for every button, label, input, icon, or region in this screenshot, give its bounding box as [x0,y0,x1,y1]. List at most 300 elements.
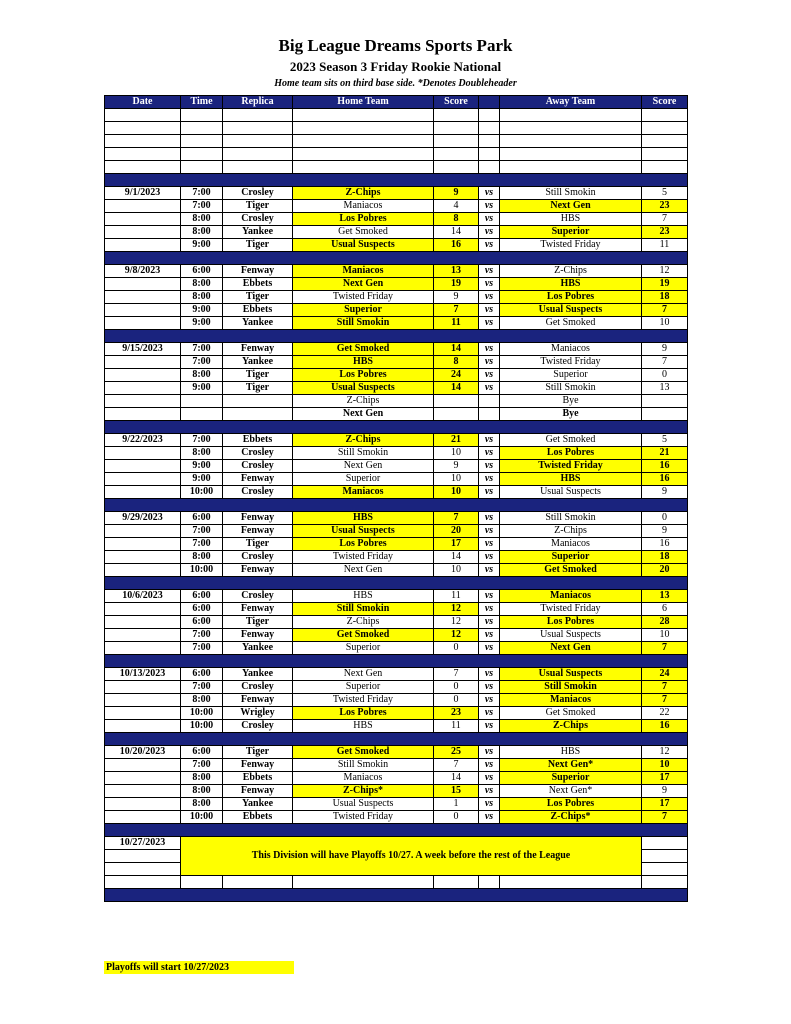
vs-label: vs [479,369,500,382]
home-score: 21 [434,434,479,447]
home-team: Superior [293,473,434,486]
away-team: Z-Chips [500,265,642,278]
home-team: Usual Suspects [293,798,434,811]
home-team [293,135,434,148]
home-score: 14 [434,551,479,564]
vs-label [479,148,500,161]
vs-label: vs [479,512,500,525]
game-date [105,356,181,369]
vs-label [479,109,500,122]
home-team: Still Smokin [293,603,434,616]
away-team: Maniacos [500,694,642,707]
game-replica: Ebbets [223,304,293,317]
home-team: Next Gen [293,408,434,421]
home-team: Z-Chips* [293,785,434,798]
away-score [642,148,688,161]
away-team: Z-Chips* [500,811,642,824]
home-team: Twisted Friday [293,694,434,707]
home-team [293,161,434,174]
game-date [105,538,181,551]
away-score: 21 [642,447,688,460]
away-team: Usual Suspects [500,668,642,681]
game-date [105,720,181,733]
game-date [105,603,181,616]
away-team: Los Pobres [500,616,642,629]
vs-label [479,122,500,135]
home-score: 16 [434,239,479,252]
home-score: 12 [434,616,479,629]
game-date: 10/20/2023 [105,746,181,759]
game-row [105,473,688,486]
vs-label: vs [479,343,500,356]
playoffs-row [105,876,688,889]
game-date: 9/1/2023 [105,187,181,200]
game-row [105,798,688,811]
home-score: 12 [434,629,479,642]
game-date [105,239,181,252]
vs-label: vs [479,486,500,499]
game-date [105,109,181,122]
away-team: Next Gen [500,200,642,213]
game-replica [223,161,293,174]
game-replica: Tiger [223,239,293,252]
game-time: 9:00 [181,239,223,252]
home-score: 14 [434,226,479,239]
game-replica [223,109,293,122]
away-score: 7 [642,681,688,694]
playoffs-date [105,876,181,889]
game-row [105,382,688,395]
game-date [105,447,181,460]
game-time: 8:00 [181,694,223,707]
game-replica: Fenway [223,759,293,772]
vs-label: vs [479,785,500,798]
home-score: 4 [434,200,479,213]
game-replica: Fenway [223,512,293,525]
game-date [105,395,181,408]
home-team: Usual Suspects [293,525,434,538]
vs-label: vs [479,473,500,486]
away-score: 16 [642,460,688,473]
game-replica: Crosley [223,590,293,603]
home-team: Superior [293,642,434,655]
away-score: 13 [642,382,688,395]
vs-label: vs [479,434,500,447]
home-team: Get Smoked [293,226,434,239]
vs-label: vs [479,460,500,473]
section-divider [105,499,688,512]
home-team: Los Pobres [293,707,434,720]
away-score: 7 [642,642,688,655]
game-row [105,564,688,577]
vs-label: vs [479,798,500,811]
away-team: Los Pobres [500,447,642,460]
game-row [105,291,688,304]
game-replica: Yankee [223,798,293,811]
home-team: Next Gen [293,564,434,577]
home-team: Twisted Friday [293,291,434,304]
home-team: Still Smokin [293,447,434,460]
game-row [105,642,688,655]
game-replica: Fenway [223,694,293,707]
home-team: Z-Chips [293,187,434,200]
game-row [105,278,688,291]
away-team: Still Smokin [500,187,642,200]
game-time: 9:00 [181,460,223,473]
game-date [105,460,181,473]
game-row [105,538,688,551]
away-team: Z-Chips [500,525,642,538]
game-date [105,486,181,499]
away-team [500,135,642,148]
home-team: Z-Chips [293,395,434,408]
game-row [105,707,688,720]
away-team: Usual Suspects [500,304,642,317]
away-score: 7 [642,356,688,369]
game-row [105,694,688,707]
away-score: 18 [642,291,688,304]
section-divider [105,733,688,746]
game-replica: Tiger [223,369,293,382]
home-team: Los Pobres [293,538,434,551]
game-date: 9/22/2023 [105,434,181,447]
col-replica-header: Replica [223,96,293,109]
game-time [181,161,223,174]
home-team: Maniacos [293,772,434,785]
home-score: 14 [434,382,479,395]
away-team: Twisted Friday [500,603,642,616]
game-date [105,798,181,811]
game-date [105,304,181,317]
home-score: 14 [434,343,479,356]
game-replica [223,122,293,135]
home-team: Usual Suspects [293,382,434,395]
game-time [181,408,223,421]
vs-label: vs [479,668,500,681]
home-team [293,148,434,161]
game-time: 10:00 [181,707,223,720]
home-team: Next Gen [293,460,434,473]
section-divider [105,889,688,902]
page-title: Big League Dreams Sports Park [278,36,513,55]
game-time: 7:00 [181,356,223,369]
game-time: 7:00 [181,538,223,551]
away-score: 24 [642,668,688,681]
game-replica: Tiger [223,616,293,629]
home-team: Z-Chips [293,434,434,447]
vs-label: vs [479,278,500,291]
playoffs-message: This Division will have Playoffs 10/27. A week before the rest of the League [181,837,642,876]
away-score: 28 [642,616,688,629]
game-time: 8:00 [181,278,223,291]
game-date [105,148,181,161]
away-score: 17 [642,772,688,785]
away-score: 20 [642,564,688,577]
vs-label: vs [479,317,500,330]
game-date: 9/8/2023 [105,265,181,278]
home-team: HBS [293,590,434,603]
col-time-header: Time [181,96,223,109]
game-replica: Wrigley [223,707,293,720]
home-score: 0 [434,811,479,824]
home-score [434,135,479,148]
playoffs-row [105,837,688,850]
game-time: 8:00 [181,772,223,785]
away-score: 7 [642,213,688,226]
away-score: 13 [642,590,688,603]
game-replica: Crosley [223,486,293,499]
away-team: Los Pobres [500,291,642,304]
game-time: 8:00 [181,226,223,239]
away-score: 9 [642,525,688,538]
section-divider [105,330,688,343]
game-replica: Fenway [223,564,293,577]
game-row [105,668,688,681]
away-team: HBS [500,473,642,486]
home-score: 20 [434,525,479,538]
home-team: Twisted Friday [293,551,434,564]
vs-label: vs [479,291,500,304]
home-team: Still Smokin [293,317,434,330]
vs-label: vs [479,564,500,577]
game-date [105,707,181,720]
game-replica [223,408,293,421]
game-time: 9:00 [181,382,223,395]
home-team: Next Gen [293,668,434,681]
vs-label: vs [479,226,500,239]
vs-label: vs [479,304,500,317]
vs-label: vs [479,746,500,759]
home-score [434,122,479,135]
game-time: 7:00 [181,629,223,642]
away-score: 7 [642,811,688,824]
game-row [105,434,688,447]
game-replica [223,395,293,408]
playoffs-date [105,863,181,876]
away-score: 16 [642,720,688,733]
home-team: HBS [293,512,434,525]
away-score: 0 [642,512,688,525]
vs-label: vs [479,694,500,707]
game-time: 8:00 [181,551,223,564]
away-team: Still Smokin [500,681,642,694]
away-score: 9 [642,343,688,356]
game-time: 7:00 [181,525,223,538]
away-team: Los Pobres [500,798,642,811]
away-team: Usual Suspects [500,486,642,499]
game-time: 6:00 [181,265,223,278]
away-team: Get Smoked [500,434,642,447]
game-date: 9/29/2023 [105,512,181,525]
away-score: 16 [642,473,688,486]
game-row [105,148,688,161]
home-team: Superior [293,681,434,694]
home-team: Usual Suspects [293,239,434,252]
home-score: 13 [434,265,479,278]
section-divider [105,421,688,434]
away-score: 10 [642,629,688,642]
home-score: 10 [434,486,479,499]
home-team: Superior [293,304,434,317]
game-row [105,109,688,122]
home-score: 25 [434,746,479,759]
vs-label: vs [479,720,500,733]
vs-label: vs [479,759,500,772]
home-score: 9 [434,187,479,200]
game-replica: Yankee [223,668,293,681]
game-time: 7:00 [181,200,223,213]
game-row [105,200,688,213]
away-team: Usual Suspects [500,629,642,642]
away-score: 6 [642,603,688,616]
section-divider [105,174,688,187]
game-date [105,616,181,629]
game-time: 7:00 [181,642,223,655]
away-team: Superior [500,226,642,239]
game-replica: Crosley [223,447,293,460]
game-time: 10:00 [181,486,223,499]
game-replica: Tiger [223,200,293,213]
away-team: Twisted Friday [500,460,642,473]
game-row [105,811,688,824]
game-row [105,746,688,759]
game-time: 7:00 [181,343,223,356]
home-score: 15 [434,785,479,798]
away-team: Get Smoked [500,707,642,720]
home-score: 0 [434,681,479,694]
away-team: Maniacos [500,343,642,356]
home-team [293,109,434,122]
game-replica: Tiger [223,538,293,551]
game-time: 9:00 [181,473,223,486]
vs-label: vs [479,551,500,564]
game-date [105,629,181,642]
home-team: Still Smokin [293,759,434,772]
home-score: 10 [434,564,479,577]
col-home-header: Home Team [293,96,434,109]
game-time [181,395,223,408]
away-score: 11 [642,239,688,252]
game-time [181,148,223,161]
game-time [181,135,223,148]
game-row [105,395,688,408]
home-score: 7 [434,759,479,772]
home-team [293,122,434,135]
home-score: 9 [434,460,479,473]
home-team: HBS [293,356,434,369]
game-time: 6:00 [181,616,223,629]
section-divider [105,655,688,668]
away-score: 7 [642,694,688,707]
game-row [105,187,688,200]
away-team [500,109,642,122]
game-date [105,226,181,239]
game-time: 8:00 [181,447,223,460]
game-replica: Ebbets [223,278,293,291]
game-time: 8:00 [181,785,223,798]
game-row [105,720,688,733]
vs-label [479,408,500,421]
game-date [105,642,181,655]
home-score: 23 [434,707,479,720]
game-replica: Fenway [223,343,293,356]
game-date [105,408,181,421]
game-replica [223,148,293,161]
home-team: Z-Chips [293,616,434,629]
game-date [105,473,181,486]
away-score: 9 [642,785,688,798]
away-score: 22 [642,707,688,720]
vs-label: vs [479,811,500,824]
vs-label: vs [479,447,500,460]
game-replica [223,135,293,148]
away-team: Twisted Friday [500,356,642,369]
page-note: Home team sits on third base side. *Denotes Doubleheader [274,78,517,89]
away-team: HBS [500,278,642,291]
away-team [500,148,642,161]
away-score: 10 [642,759,688,772]
home-score: 7 [434,668,479,681]
home-team: Los Pobres [293,213,434,226]
home-score: 7 [434,304,479,317]
away-score: 5 [642,434,688,447]
vs-label: vs [479,200,500,213]
game-replica: Ebbets [223,434,293,447]
away-team: Twisted Friday [500,239,642,252]
vs-label: vs [479,681,500,694]
game-row [105,239,688,252]
vs-label: vs [479,187,500,200]
away-score: 5 [642,187,688,200]
section-divider [105,252,688,265]
home-score [434,109,479,122]
away-score: 18 [642,551,688,564]
game-date: 10/6/2023 [105,590,181,603]
game-replica: Fenway [223,603,293,616]
away-score [642,135,688,148]
game-date [105,213,181,226]
game-row [105,460,688,473]
game-row [105,629,688,642]
game-row [105,551,688,564]
game-replica: Fenway [223,265,293,278]
game-date [105,694,181,707]
col-date-header: Date [105,96,181,109]
away-team: HBS [500,746,642,759]
game-replica: Tiger [223,746,293,759]
away-team [500,161,642,174]
away-score: 16 [642,538,688,551]
game-date [105,551,181,564]
game-date [105,525,181,538]
home-score: 8 [434,213,479,226]
away-score: 0 [642,369,688,382]
away-team: Superior [500,772,642,785]
game-date [105,369,181,382]
game-replica: Yankee [223,226,293,239]
home-score: 24 [434,369,479,382]
home-team: Los Pobres [293,369,434,382]
game-time: 10:00 [181,720,223,733]
home-team: Maniacos [293,200,434,213]
game-row [105,512,688,525]
home-score: 10 [434,447,479,460]
vs-label [479,161,500,174]
game-replica: Yankee [223,356,293,369]
home-score: 1 [434,798,479,811]
game-replica: Crosley [223,551,293,564]
home-score: 14 [434,772,479,785]
